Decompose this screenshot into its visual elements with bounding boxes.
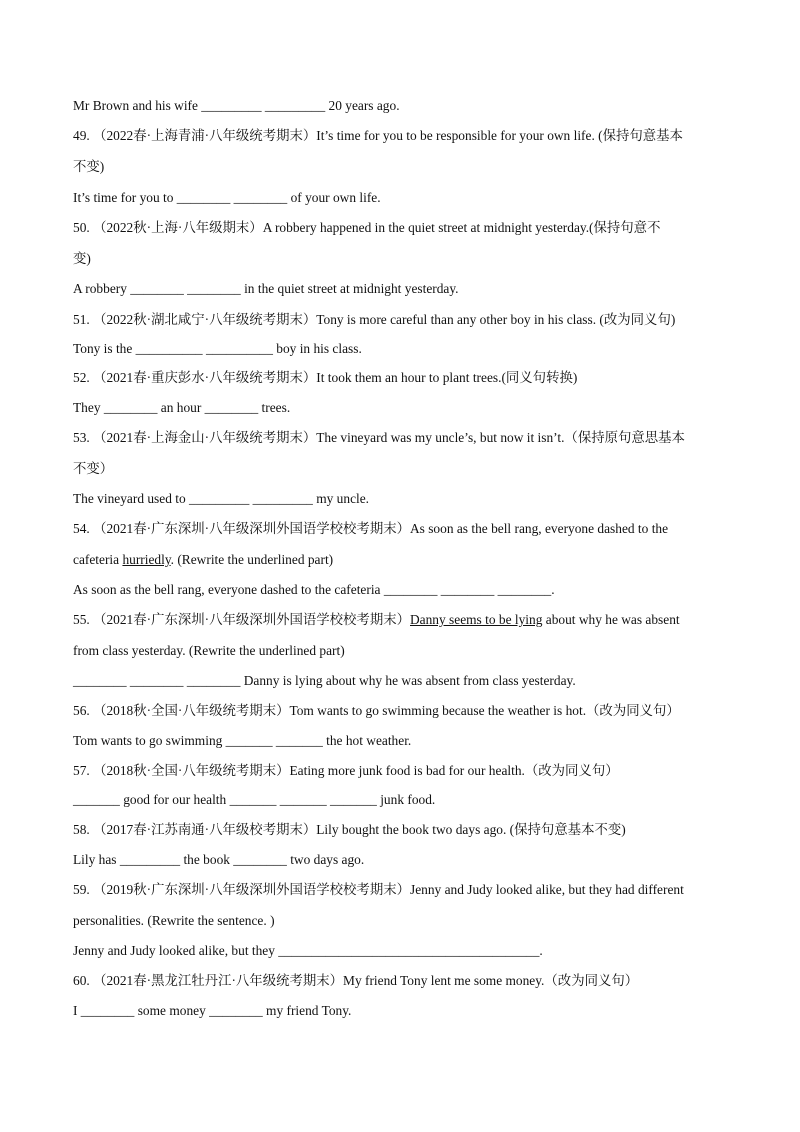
question-49: 49. （2022春·上海青浦·八年级统考期末）It’s time for you to be responsible for your own life. (保持句意基本 bbox=[73, 128, 683, 143]
question-59: 59. （2019秋·广东深圳·八年级深圳外国语学校校考期末）Jenny and Judy looked alike, but they had different bbox=[73, 882, 684, 897]
text-line: 不变) bbox=[73, 159, 105, 174]
text-segment: cafeteria bbox=[73, 552, 123, 567]
question-56: 56. （2018秋·全国·八年级统考期末）Tom wants to go swimming because the weather is hot.（改为同义句） bbox=[73, 703, 680, 718]
text-line: 变) bbox=[73, 251, 91, 266]
text-segment: about why he was absent bbox=[542, 612, 680, 627]
question-60: 60. （2021春·黑龙江牡丹江·八年级统考期末）My friend Tony lent me some money.（改为同义句） bbox=[73, 973, 639, 988]
answer-line: _______ good for our health _______ _______ _______ junk food. bbox=[73, 792, 436, 807]
question-55 bbox=[73, 611, 740, 629]
underlined-text: Danny seems to be lying bbox=[410, 612, 543, 627]
question-58: 58. （2017春·江苏南通·八年级校考期末）Lily bought the book two days ago. (保持句意基本不变) bbox=[73, 822, 626, 837]
answer-line: ________ ________ ________ Danny is lying about why he was absent from class yesterday. bbox=[73, 673, 576, 688]
answer-line: A robbery ________ ________ in the quiet street at midnight yesterday. bbox=[73, 281, 459, 296]
answer-line: Lily has _________ the book ________ two days ago. bbox=[73, 852, 365, 867]
text-line: 不变） bbox=[73, 461, 114, 476]
answer-line: Tony is the __________ __________ boy in his class. bbox=[73, 341, 362, 356]
question-53: 53. （2021春·上海金山·八年级统考期末）The vineyard was my uncle’s, but now it isn’t.（保持原句意思基本 bbox=[73, 430, 685, 445]
answer-line: As soon as the bell rang, everyone dashed to the cafeteria ________ ________ ________. bbox=[73, 582, 555, 597]
text-segment: . (Rewrite the underlined part) bbox=[170, 552, 334, 567]
text-line: personalities. (Rewrite the sentence. ) bbox=[73, 913, 275, 928]
answer-line: I ________ some money ________ my friend Tony. bbox=[73, 1003, 352, 1018]
answer-line: Tom wants to go swimming _______ _______ the hot weather. bbox=[73, 733, 412, 748]
question-50: 50. （2022秋·上海·八年级期末）A robbery happened in the quiet street at midnight yesterday.(保持句意不 bbox=[73, 220, 661, 235]
answer-line: It’s time for you to ________ ________ of your own life. bbox=[73, 190, 381, 205]
question-51: 51. （2022秋·湖北咸宁·八年级统考期末）Tony is more careful than any other boy in his class. (改为同义句) bbox=[73, 312, 676, 327]
text-line bbox=[73, 551, 740, 569]
question-52: 52. （2021春·重庆彭水·八年级统考期末）It took them an hour to plant trees.(同义句转换) bbox=[73, 370, 578, 385]
text-segment: 55. （2021春·广东深圳·八年级深圳外国语学校校考期末） bbox=[73, 612, 410, 627]
text-line: Mr Brown and his wife _________ _________ 20 years ago. bbox=[73, 98, 400, 113]
question-54: 54. （2021春·广东深圳·八年级深圳外国语学校校考期末）As soon as the bell rang, everyone dashed to the bbox=[73, 521, 669, 536]
answer-line: Jenny and Judy looked alike, but they _______________________________________. bbox=[73, 943, 543, 958]
question-57: 57. （2018秋·全国·八年级统考期末）Eating more junk food is bad for our health.（改为同义句） bbox=[73, 763, 619, 778]
underlined-text: hurriedly bbox=[122, 552, 171, 567]
text-line: from class yesterday. (Rewrite the underlined part) bbox=[73, 643, 345, 658]
answer-line: The vineyard used to _________ _________ my uncle. bbox=[73, 491, 370, 506]
answer-line: They ________ an hour ________ trees. bbox=[73, 400, 291, 415]
